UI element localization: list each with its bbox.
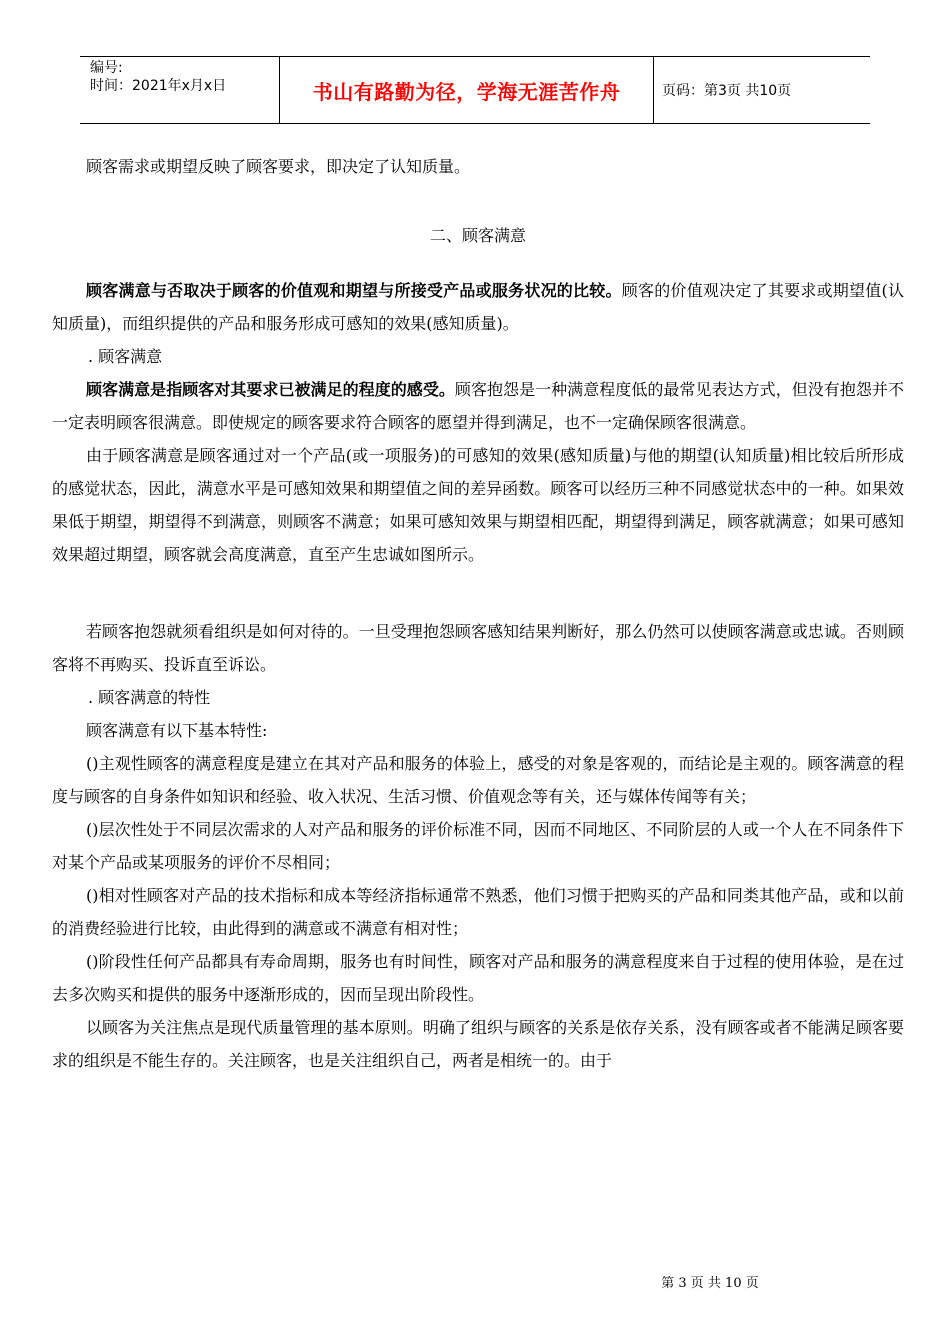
spacer: [52, 183, 904, 219]
header-motto-cell: [280, 57, 654, 123]
paragraph-subjectivity: ()主观性顾客的满意程度是建立在其对产品和服务的体验上，感受的对象是客观的，而结论是主观的。顾客满意的程度与顾客的自身条件如知识和经验、收入状况、生活习惯、价值观念等有关，还与媒体传闻等有关；: [52, 754, 904, 806]
page-code: 页码：第3页 共10页: [662, 83, 792, 99]
header-page-cell: [654, 57, 870, 123]
paragraph-stages: ()阶段性任何产品都具有寿命周期，服务也有时间性，顾客对产品和服务的满意程度来自于过程的使用体验，是在过去多次购买和提供的服务中逐渐形成的，因而呈现出阶段性。: [52, 952, 904, 1004]
paragraph-satisfaction-basis: [52, 274, 904, 340]
footer-page-number: 第 3 页 共 10 页: [661, 1276, 759, 1291]
page-footer: [0, 1272, 950, 1291]
paragraph-characteristics-intro: 顾客满意有以下基本特性:: [86, 721, 268, 740]
section-title: 二、顾客满意: [429, 226, 526, 245]
subsection-label-satisfaction: . 顾客满意: [88, 347, 163, 366]
header-meta-cell: [80, 57, 280, 123]
paragraph-customer-focus: 以顾客为关注焦点是现代质量管理的基本原则。明确了组织与顾客的关系是依存关系，没有顾客或者不能满足顾客要求的组织是不能生存的。关注顾客，也是关注组织自己，两者是相统一的。由于: [52, 1018, 904, 1070]
subsection-label-characteristics: . 顾客满意的特性: [88, 688, 211, 707]
paragraph-satisfaction-states: 由于顾客满意是顾客通过对一个产品(或一项服务)的可感知的效果(感知质量)与他的期望(认知质量)相比较后所形成的感觉状态，因此，满意水平是可感知效果和期望值之间的差异函数。顾客可以经历三种不同感觉状态中的一种。如果效果低于期望，期望得不到满意，则顾客不满意；如果可感知效果与期望相匹配，期望得到满足，顾客就满意；如果可感知效果超过期望，顾客就会高度满意，直至产生忠诚如图所示。: [52, 446, 904, 564]
document-body: [52, 150, 904, 1077]
paragraph-requirements: 顾客需求或期望反映了顾客要求，即决定了认知质量。: [86, 157, 471, 176]
paragraph-hierarchy: ()层次性处于不同层次需求的人对产品和服务的评价标准不同，因而不同地区、不同阶层的人或一个人在不同条件下对某个产品或某项服务的评价不尽相同；: [52, 820, 904, 872]
number-label: 编号:: [90, 60, 123, 76]
bold-lead: 顾客满意与否取决于顾客的价值观和期望与所接受产品或服务状况的比较。: [86, 281, 622, 300]
paragraph-complaints: 若顾客抱怨就须看组织是如何对待的。一旦受理抱怨顾客感知结果判断好，那么仍然可以使顾客满意或忠诚。否则顾客将不再购买、投诉直至诉讼。: [52, 622, 904, 674]
bold-lead: 顾客满意是指顾客对其要求已被满足的程度的感受。: [86, 380, 455, 399]
paragraph-text: 顾客的价值观决定了其要求或期望值(认知质量)，而组织提供的产品和服务形成可感知的效果(感知质量)。: [52, 281, 904, 333]
figure-placeholder: [52, 571, 904, 615]
motto-text: 书山有路勤为径，学海无涯苦作舟: [312, 79, 621, 104]
paragraph-satisfaction-definition: [52, 373, 904, 439]
paragraph-text: 顾客抱怨是一种满意程度低的最常见表达方式，但没有抱怨并不一定表明顾客很满意。即使规定的顾客要求符合顾客的愿望并得到满足，也不一定确保顾客很满意。: [52, 380, 904, 432]
spacer: [52, 252, 904, 274]
paragraph-relativity: ()相对性顾客对产品的技术指标和成本等经济指标通常不熟悉，他们习惯于把购买的产品和同类其他产品，或和以前的消费经验进行比较，由此得到的满意或不满意有相对性；: [52, 886, 904, 938]
time-label: 时间：2021年x月x日: [90, 78, 227, 94]
document-header: [80, 56, 870, 124]
